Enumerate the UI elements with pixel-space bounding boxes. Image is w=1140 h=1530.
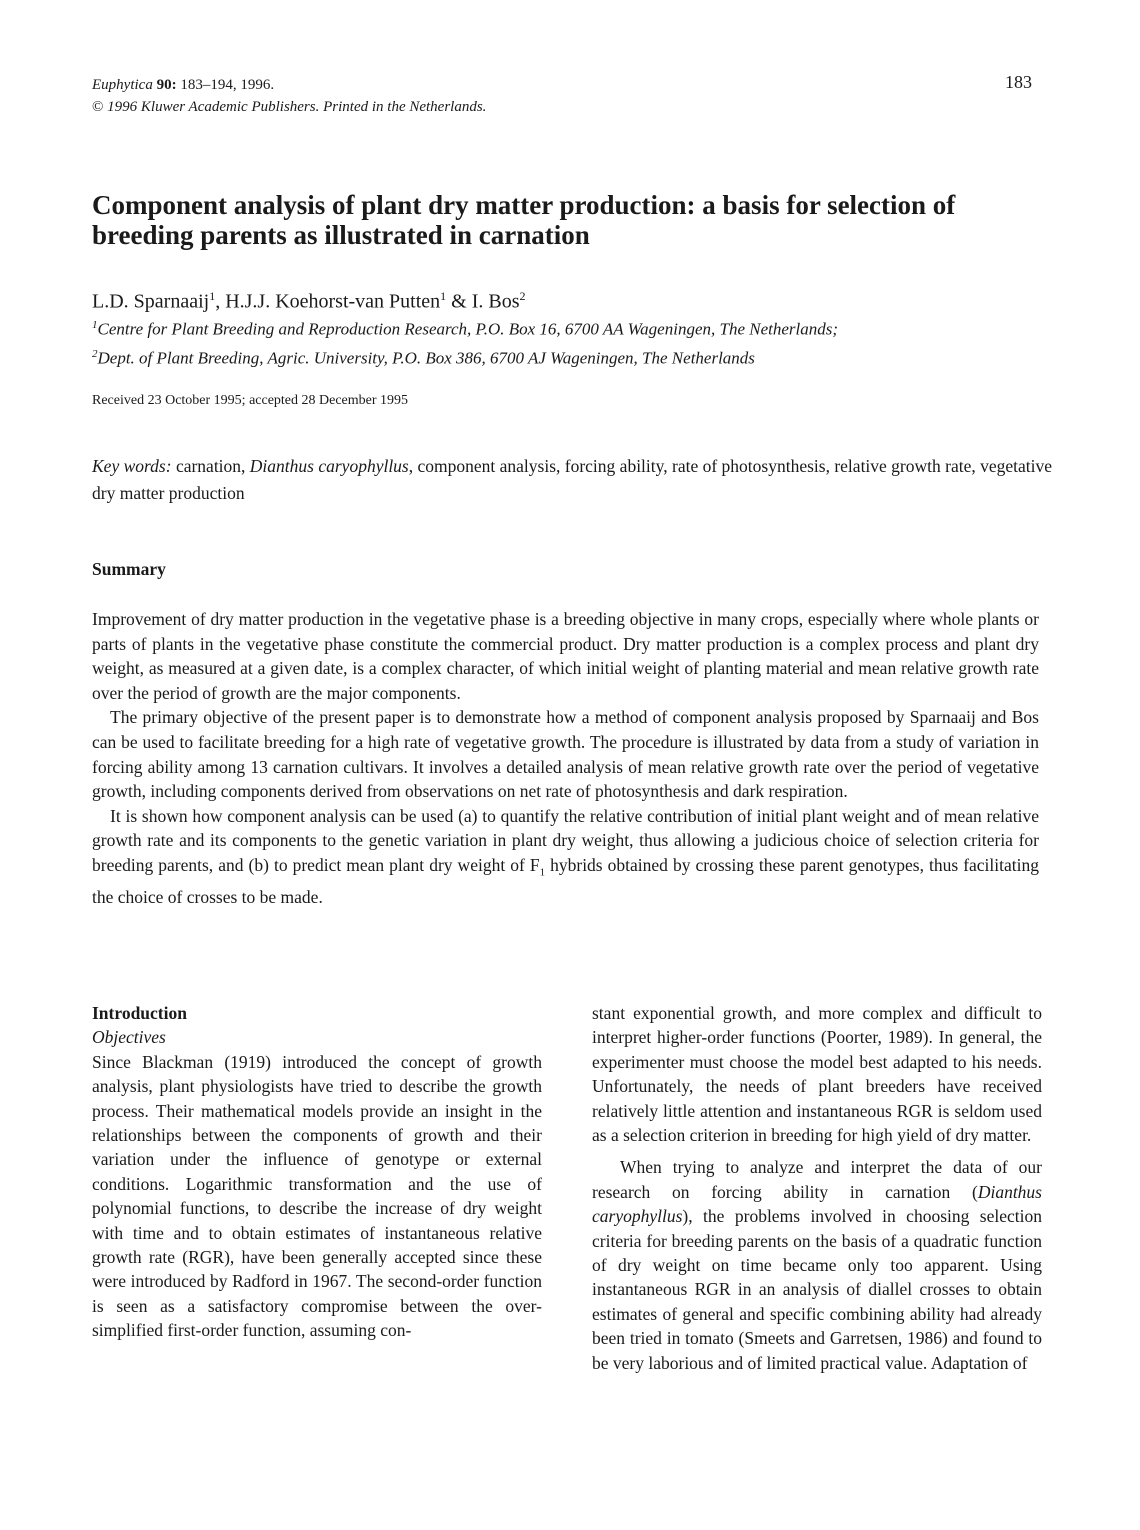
summary-body [92, 607, 1039, 910]
author-separator: , [215, 290, 226, 313]
affiliations [92, 313, 1072, 370]
keywords [92, 453, 1052, 507]
summary-paragraph [92, 804, 1039, 910]
summary-text: It is shown how component analysis can be used (a) to quantify the relative contribution of initial plant weight and of mean relative growth rate and its components to the genetic variation in plant dry weight, thus allowing a judicious choice of selection criteria for breeding parents, and (b) to predict mean plant dry weight of F [92, 805, 1039, 875]
introduction-heading: Introduction [92, 1003, 187, 1023]
objectives-subheading: Objectives [92, 1027, 166, 1048]
body-text: When trying to analyze and interpret the data of our research on forcing ability in carnation ( [592, 1157, 1042, 1202]
author-list [92, 283, 526, 315]
journal-citation [92, 74, 486, 118]
subscript: 1 [539, 866, 546, 879]
received-dates: Received 23 October 1995; accepted 28 December 1995 [92, 393, 409, 408]
summary-paragraph: The primary objective of the present paper is to demonstrate how a method of component analysis proposed by Sparnaaij and Bos can be used to facilitate breeding for a high rate of vegetative growth. The procedure is illustrated by data from a study of variation in forcing ability among 13 carnation cultivars. It involves a detailed analysis of mean relative growth rate over the period of vegetative growth, including components derived from observations on net rate of photosynthesis and dark respiration. [92, 707, 1039, 802]
body-paragraph: Since Blackman (1919) introduced the concept of growth analysis, plant physiologists have tried to describe the growth process. Their mathematical models provide an insight in the relationships between the components of growth and their variation under the influence of genotype or external conditions. Logarithmic transformation and the use of polynomial functions, to describe the increase of dry weight with time and to obtain estimates of instantaneous relative growth rate (RGR), have been generally accepted since these were introduced by Radford in 1967. The second-order function is seen as a satisfactory compromise between the over-simplified first-order function, assuming con- [92, 1051, 542, 1341]
keywords-text: , component analysis, forcing ability, rate of photosynthesis, relative growth rate, vegetative dry matter production [92, 456, 1053, 503]
summary-paragraph: Improvement of dry matter production in the vegetative phase is a breeding objective in many crops, especially where whole plants or parts of plants in the vegetative phase constitute the commercial product. Dry matter production is a complex process and plant dry weight, as measured at a given date, is a complex character, of which initial weight of planting material and mean relative growth rate over the period of growth are the major components. [92, 609, 1039, 703]
author-affiliation-mark: 1 [209, 289, 216, 303]
article-title: Component analysis of plant dry matter production: a basis for selection of breeding parents as illustrated in carnation [92, 190, 956, 250]
affiliation-number: 1 [92, 319, 98, 331]
journal-name: Euphytica [92, 77, 153, 93]
body-paragraph: stant exponential growth, and more complex and difficult to interpret higher-order functions (Poorter, 1989). In general, the experimenter must choose the model best adapted to his needs. Unfortunately, the needs of plant breeders have received relatively little attention and instantaneous RGR is seldom used as a selection criterion in breeding for high yield of dry matter. [592, 1003, 1042, 1146]
author-affiliation-mark: 2 [519, 289, 526, 303]
keywords-label: Key words: [92, 456, 172, 476]
copyright-line [92, 96, 486, 118]
summary-heading: Summary [92, 559, 166, 579]
affiliation-text: Dept. of Plant Breeding, Agric. University, P.O. Box 386, 6700 AJ Wageningen, The Netherlands [97, 348, 755, 368]
author-affiliation-mark: 1 [440, 289, 447, 303]
summary-text: hybrids obtained by crossing these parent genotypes, thus facilitating the choice of crosses to be made. [92, 854, 1039, 908]
keywords-species: Dianthus caryophyllus [249, 456, 409, 476]
journal-line [92, 74, 486, 96]
author-name: H.J.J. Koehorst-van Putten [225, 290, 441, 313]
body-text: ), the problems involved in choosing selection criteria for breeding parents on the basis of a quadratic function of dry weight on time became only too apparent. Using instantaneous RGR in an analysis of diallel crosses to obtain estimates of general and specific combining ability had already been tried in tomato (Smeets and Garretsen, 1986) and found to be very laborious and of limited practical value. Adaptation of [592, 1206, 1042, 1373]
author-name: L.D. Sparnaaij [92, 290, 210, 313]
affiliation-number: 2 [92, 347, 98, 360]
body-paragraph [592, 1155, 1042, 1375]
species-name: Dianthus caryophyllus [592, 1181, 1042, 1227]
left-column [92, 1001, 542, 1343]
journal-pages-year: 183–194, 1996. [176, 77, 275, 93]
right-column [592, 1001, 1042, 1375]
affiliation-item [92, 313, 1072, 342]
journal-volume: 90: [156, 77, 177, 93]
keywords-text: carnation, [171, 456, 250, 476]
copyright-text: 1996 Kluwer Academic Publishers. Printed in the Netherlands. [103, 99, 487, 115]
page-number: 183 [1005, 72, 1032, 92]
affiliation-text: Centre for Plant Breeding and Reproduction Research, P.O. Box 16, 6700 AA Wageningen, The Netherlands; [97, 319, 839, 339]
affiliation-item [92, 342, 1072, 371]
copyright-icon: © [92, 99, 104, 115]
author-separator: & [446, 290, 472, 313]
author-name: I. Bos [471, 290, 520, 313]
